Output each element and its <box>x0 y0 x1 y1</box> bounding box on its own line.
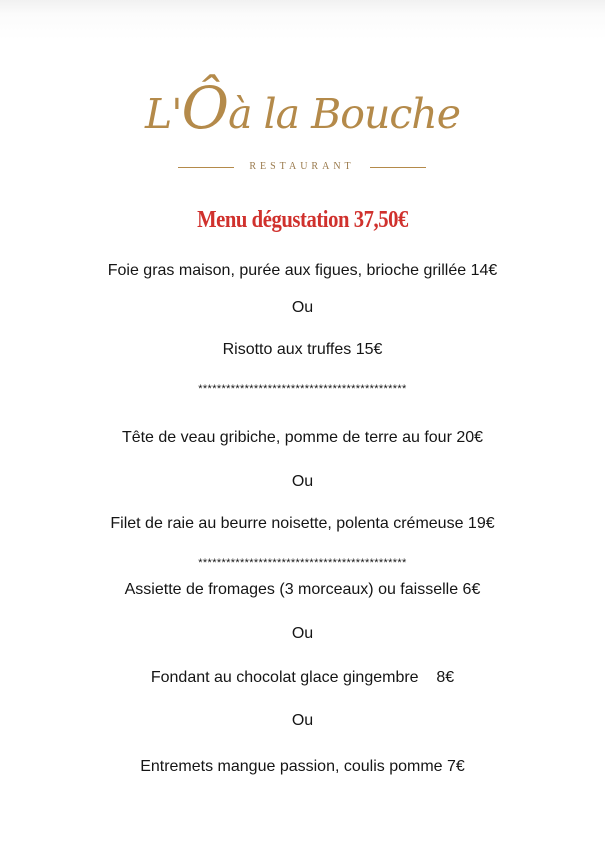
logo-subtitle: RESTAURANT <box>249 161 355 172</box>
separator-1: ********************************************* <box>198 383 407 395</box>
starter-or: Ou <box>291 299 314 316</box>
logo-divider-left <box>178 167 234 168</box>
dessert-or-1: Ou <box>291 625 314 642</box>
menu-title: Menu dégustation 37,50€ <box>197 207 408 233</box>
dessert-3: Entremets mangue passion, coulis pomme 7€ <box>140 758 465 775</box>
main-or: Ou <box>291 473 314 490</box>
separator-2: ********************************************* <box>198 557 407 569</box>
main-2: Filet de raie au beurre noisette, polenta crémeuse 19€ <box>110 515 495 532</box>
logo-name-o: Ô <box>181 74 229 142</box>
dessert-or-2: Ou <box>291 712 314 729</box>
logo-name <box>0 74 605 144</box>
logo-name-suffix: à la Bouche <box>228 90 460 138</box>
logo-divider-right <box>370 167 426 168</box>
logo-subtitle-row <box>0 160 605 174</box>
dessert-2: Fondant au chocolat glace gingembre 8€ <box>150 669 455 686</box>
starter-1: Foie gras maison, purée aux figues, brioche grillée 14€ <box>107 262 498 279</box>
starter-2: Risotto aux truffes 15€ <box>222 341 383 358</box>
logo-name-prefix: L' <box>145 90 182 138</box>
main-1: Tête de veau gribiche, pomme de terre au four 20€ <box>121 429 484 446</box>
restaurant-logo <box>0 74 605 178</box>
dessert-1: Assiette de fromages (3 morceaux) ou faisselle 6€ <box>124 581 481 598</box>
